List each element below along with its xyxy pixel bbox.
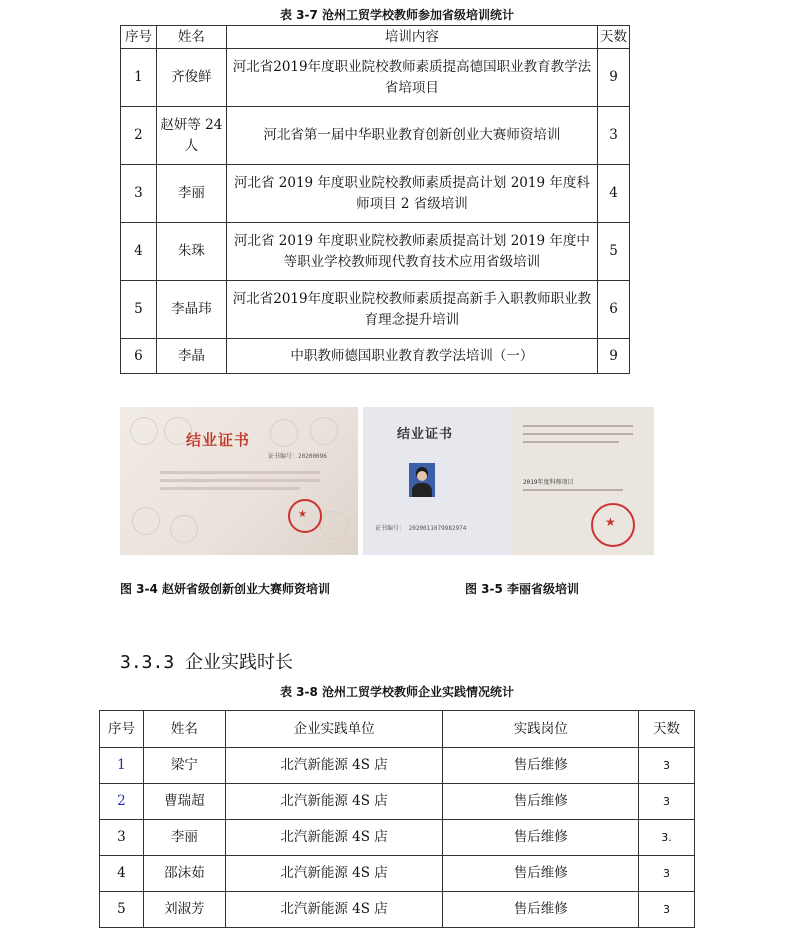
- cell-days: 3: [639, 892, 695, 928]
- cell-no: 4: [100, 856, 144, 892]
- table-row: [100, 784, 695, 820]
- cell-days: 9: [598, 339, 630, 374]
- cert1-text-line: [160, 471, 320, 474]
- cell-days: 9: [598, 49, 630, 107]
- cell-name: 李晶玮: [156, 281, 226, 339]
- certificate-photo-1: [120, 407, 358, 555]
- cell-post: 售后维修: [443, 820, 639, 856]
- cell-unit: 北汽新能源 4S 店: [225, 748, 443, 784]
- table-row: [121, 223, 630, 281]
- header-unit: 企业实践单位: [225, 711, 443, 748]
- cell-name: 曹瑞超: [143, 784, 225, 820]
- decor-circle: [132, 507, 160, 535]
- cell-no: 2: [121, 107, 157, 165]
- cert1-title: 结业证书: [186, 431, 251, 449]
- cell-post: 售后维修: [443, 856, 639, 892]
- cell-unit: 北汽新能源 4S 店: [225, 892, 443, 928]
- table-row: [121, 339, 630, 374]
- header-name: 姓名: [143, 711, 225, 748]
- cell-no: 5: [121, 281, 157, 339]
- table-row: [121, 107, 630, 165]
- table1-caption: 表 3-7 沧州工贸学校教师参加省级培训统计: [279, 8, 515, 22]
- cert2-text-line: [523, 433, 633, 435]
- enterprise-practice-table: [99, 710, 695, 928]
- id-photo: [409, 463, 435, 497]
- cell-days: 5: [598, 223, 630, 281]
- cell-post: 售后维修: [443, 748, 639, 784]
- figure-caption-3-4: 图 3-4 赵妍省级创新创业大赛师资培训: [120, 582, 331, 596]
- decor-circle: [130, 417, 158, 445]
- table-row: [100, 892, 695, 928]
- cell-days: 3: [639, 856, 695, 892]
- training-table: [120, 25, 630, 374]
- cell-days: 6: [598, 281, 630, 339]
- cell-no: 6: [121, 339, 157, 374]
- cell-content: 中职教师德国职业教育教学法培训（一）: [226, 339, 597, 374]
- cell-content: 河北省 2019 年度职业院校教师素质提高计划 2019 年度中等职业学校教师现代教育技术应用省级培训: [226, 223, 597, 281]
- cell-name: 刘淑芳: [143, 892, 225, 928]
- cell-content: 河北省 2019 年度职业院校教师素质提高计划 2019 年度科师项目 2 省级培训: [226, 165, 597, 223]
- cell-days: 3: [639, 784, 695, 820]
- decor-circle: [320, 511, 348, 539]
- certificate-photo-2: [363, 407, 654, 555]
- header-no: 序号: [100, 711, 144, 748]
- cell-no: 5: [100, 892, 144, 928]
- id-photo-face: [417, 471, 427, 481]
- table-row: [100, 856, 695, 892]
- table-header-row: [121, 26, 630, 49]
- cell-days: 3: [639, 748, 695, 784]
- decor-circle: [170, 515, 198, 543]
- cert2-text-line: [523, 425, 633, 427]
- cert1-text-line: [160, 487, 300, 490]
- cell-unit: 北汽新能源 4S 店: [225, 856, 443, 892]
- header-post: 实践岗位: [443, 711, 639, 748]
- cell-no: 1: [121, 49, 157, 107]
- decor-circle: [270, 419, 298, 447]
- table-row: [121, 165, 630, 223]
- cell-days: 3.: [639, 820, 695, 856]
- cell-name: 梁宁: [143, 748, 225, 784]
- cert1-text-line: [160, 479, 320, 482]
- section-heading: 3.3.3 企业实践时长: [120, 652, 294, 673]
- cert2-program-line: 2019年度科师项目: [523, 479, 574, 486]
- cell-content: 河北省2019年度职业院校教师素质提高新手入职教师职业教育理念提升培训: [226, 281, 597, 339]
- cell-name: 李丽: [143, 820, 225, 856]
- cell-name: 齐俊鲜: [156, 49, 226, 107]
- cell-content: 河北省2019年度职业院校教师素质提高德国职业教育教学法省培项目: [226, 49, 597, 107]
- cell-content: 河北省第一届中华职业教育创新创业大赛师资培训: [226, 107, 597, 165]
- table-header-row: [100, 711, 695, 748]
- cell-name: 李丽: [156, 165, 226, 223]
- cell-no: 1: [100, 748, 144, 784]
- cell-no: 2: [100, 784, 144, 820]
- cert2-title: 结业证书: [397, 427, 454, 442]
- header-days: 天数: [598, 26, 630, 49]
- seal-star-icon: ★: [605, 515, 616, 529]
- header-name: 姓名: [156, 26, 226, 49]
- cert1-number: 证书编号：20200096: [268, 453, 327, 460]
- cell-unit: 北汽新能源 4S 店: [225, 820, 443, 856]
- table-row: [100, 820, 695, 856]
- header-days: 天数: [639, 711, 695, 748]
- table-row: [121, 281, 630, 339]
- cert2-number: 证书编号： 2020011079982974: [375, 525, 467, 532]
- cell-unit: 北汽新能源 4S 店: [225, 784, 443, 820]
- cell-days: 4: [598, 165, 630, 223]
- cell-post: 售后维修: [443, 784, 639, 820]
- cell-name: 邵沫茹: [143, 856, 225, 892]
- cell-no: 4: [121, 223, 157, 281]
- table-row: [121, 49, 630, 107]
- cert2-text-line: [523, 441, 619, 443]
- cert2-text-line: [523, 489, 623, 491]
- header-no: 序号: [121, 26, 157, 49]
- cell-no: 3: [100, 820, 144, 856]
- cell-no: 3: [121, 165, 157, 223]
- cell-name: 赵妍等 24 人: [156, 107, 226, 165]
- cell-post: 售后维修: [443, 892, 639, 928]
- decor-circle: [310, 417, 338, 445]
- id-photo-body: [412, 483, 432, 497]
- table-row: [100, 748, 695, 784]
- header-content: 培训内容: [226, 26, 597, 49]
- figure-caption-3-5: 图 3-5 李丽省级培训: [465, 582, 580, 596]
- cell-name: 李晶: [156, 339, 226, 374]
- seal-star-icon: ★: [298, 509, 307, 520]
- cell-name: 朱珠: [156, 223, 226, 281]
- cell-days: 3: [598, 107, 630, 165]
- table2-caption: 表 3-8 沧州工贸学校教师企业实践情况统计: [279, 685, 515, 699]
